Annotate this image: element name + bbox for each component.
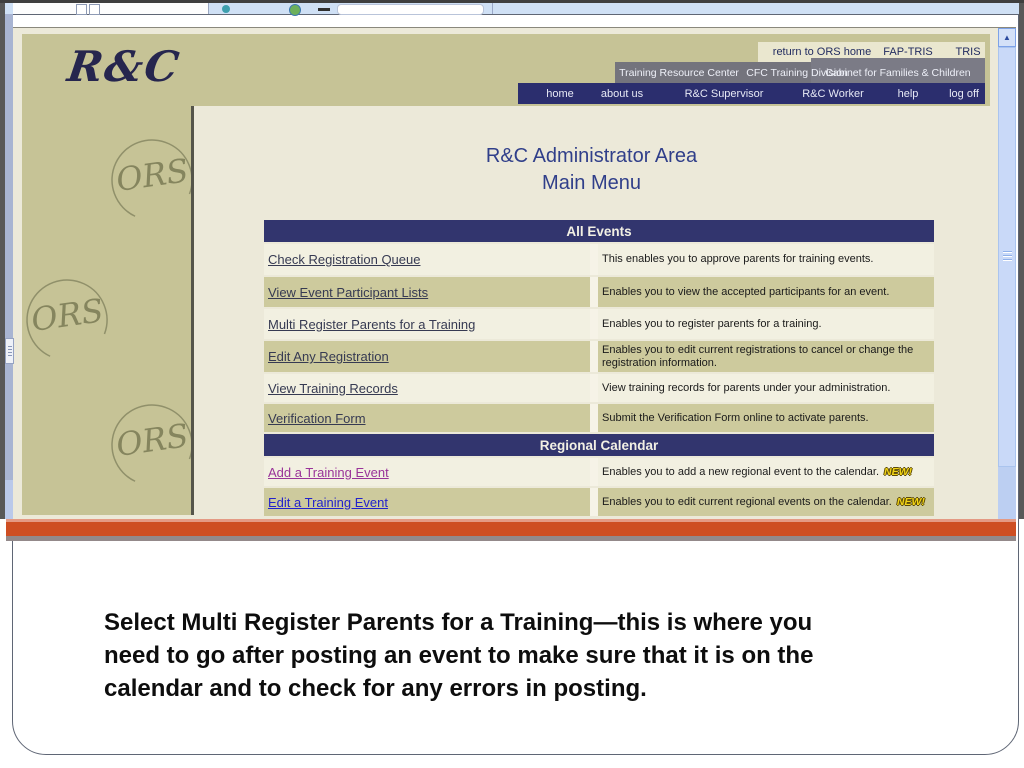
section-header: All Events <box>264 220 934 242</box>
top-link-return-to-ors-home[interactable]: return to ORS home <box>772 46 872 58</box>
nav-item-r-c-supervisor[interactable]: R&C Supervisor <box>684 87 764 100</box>
table-row <box>264 458 934 486</box>
menu-link-edit-a-training-event[interactable]: Edit a Training Event <box>268 494 388 510</box>
column-gap <box>590 244 598 275</box>
menu-link-cell <box>264 458 590 486</box>
menu-link-check-registration-queue[interactable]: Check Registration Queue <box>268 252 421 267</box>
nav-item-r-c-worker[interactable]: R&C Worker <box>802 87 864 100</box>
page-title <box>193 143 990 197</box>
menu-description-cell <box>598 244 934 275</box>
caption-line: Select Multi Register Parents for a Training—this is where you <box>104 609 813 636</box>
column-gap <box>590 341 598 372</box>
window-button-icon[interactable] <box>76 4 87 15</box>
tab-training-resource-center[interactable]: Training Resource Center <box>619 66 739 79</box>
ors-watermark <box>108 133 193 230</box>
menu-description-cell <box>598 404 934 432</box>
menu-link-cell <box>264 341 590 372</box>
table-row <box>264 244 934 275</box>
menu-description: Enables you to edit current regional events on the calendar. <box>602 495 892 508</box>
toolbar-dash-icon <box>318 8 330 11</box>
menu-table <box>264 220 934 518</box>
browser-toolbar-box <box>13 3 209 14</box>
window-frame-right <box>1019 3 1024 519</box>
window-button-icon[interactable] <box>89 4 100 15</box>
svg-text:ORS: ORS <box>113 151 191 199</box>
menu-description-cell <box>598 374 934 402</box>
top-link-tris[interactable]: TRIS <box>955 46 981 58</box>
slide-caption <box>104 606 894 705</box>
column-gap <box>590 309 598 339</box>
column-gap <box>590 374 598 402</box>
toolbar-separator <box>492 3 493 14</box>
new-badge: NEW! <box>896 495 925 508</box>
left-scrollbar-strip-lower[interactable] <box>5 480 13 519</box>
splitter-grip[interactable] <box>5 338 14 364</box>
menu-link-cell <box>264 309 590 339</box>
scrollbar-grip-icon <box>1003 251 1012 261</box>
sidebar-watermarks <box>22 106 193 515</box>
rc-logo: R&C <box>64 42 184 91</box>
ors-watermark <box>108 398 193 495</box>
menu-description-cell <box>598 488 934 516</box>
table-row <box>264 488 934 516</box>
toolbar-icon[interactable] <box>222 5 230 13</box>
nav-item-log-off[interactable]: log off <box>949 87 979 100</box>
scrollbar-thumb[interactable] <box>998 47 1016 467</box>
nav-item-about-us[interactable]: about us <box>600 87 644 100</box>
menu-link-view-training-records[interactable]: View Training Records <box>268 380 398 396</box>
webpage-screenshot <box>13 27 1016 520</box>
tab-bar <box>615 62 985 83</box>
table-row <box>264 341 934 372</box>
caption-line: calendar and to check for any errors in posting. <box>104 675 647 702</box>
menu-description: Enables you to view the accepted participants for an event. <box>602 285 890 298</box>
section-header: Regional Calendar <box>264 434 934 456</box>
menu-description: Enables you to add a new regional event to the calendar. <box>602 465 880 478</box>
menu-link-add-a-training-event[interactable]: Add a Training Event <box>268 464 389 480</box>
menu-description: Enables you to register parents for a training. <box>602 317 822 330</box>
column-gap <box>590 277 598 307</box>
page-scrollbar[interactable] <box>998 28 1016 520</box>
ors-watermark <box>23 273 115 370</box>
svg-text:ORS: ORS <box>28 291 106 339</box>
caption-line: need to go after posting an event to make sure that it is on the <box>104 642 814 669</box>
menu-description: View training records for parents under your administration. <box>602 381 891 394</box>
table-row <box>264 309 934 339</box>
divider-shadow <box>6 536 1016 541</box>
menu-description: Enables you to edit current registrations to cancel or change the registration information. <box>602 343 914 369</box>
menu-link-cell <box>264 244 590 275</box>
toolbar-icon[interactable] <box>289 4 301 16</box>
page-title-line2: Main Menu <box>542 172 641 194</box>
tab-cfc-training-division[interactable]: CFC Training Division <box>746 66 848 79</box>
nav-item-home[interactable]: home <box>546 87 574 100</box>
menu-description-cell <box>598 341 934 372</box>
top-link-fap-tris[interactable]: FAP-TRIS <box>883 46 933 58</box>
menu-link-cell <box>264 404 590 432</box>
menu-link-cell <box>264 488 590 516</box>
column-gap <box>590 404 598 432</box>
svg-text:ORS: ORS <box>113 416 191 464</box>
left-scrollbar-strip[interactable] <box>5 14 13 519</box>
up-arrow-icon: ▲ <box>1003 33 1011 42</box>
page-title-line1: R&C Administrator Area <box>485 145 698 167</box>
table-row <box>264 374 934 402</box>
menu-link-cell <box>264 374 590 402</box>
table-row <box>264 404 934 432</box>
menu-link-verification-form[interactable]: Verification Form <box>268 410 366 426</box>
column-gap <box>590 458 598 486</box>
menu-description-cell <box>598 309 934 339</box>
menu-link-view-event-participant-lists[interactable]: View Event Participant Lists <box>268 284 429 300</box>
menu-description-cell <box>598 277 934 307</box>
new-badge: NEW! <box>884 465 913 478</box>
menu-link-multi-register-parents-for-a-training[interactable]: Multi Register Parents for a Training <box>268 316 476 332</box>
menu-description: Submit the Verification Form online to activate parents. <box>602 411 869 424</box>
column-gap <box>590 488 598 516</box>
menu-link-cell <box>264 277 590 307</box>
menu-link-edit-any-registration[interactable]: Edit Any Registration <box>268 349 389 364</box>
menu-description-cell <box>598 458 934 486</box>
main-nav-bar <box>518 83 985 104</box>
address-box-fragment[interactable] <box>337 4 484 15</box>
nav-item-help[interactable]: help <box>897 87 919 100</box>
menu-description: This enables you to approve parents for training events. <box>602 253 874 265</box>
divider-orange-bar <box>6 522 1016 536</box>
scrollbar-up-button[interactable] <box>998 28 1016 47</box>
tab-cabinet-for-families-children[interactable]: Cabinet for Families & Children <box>825 66 971 79</box>
table-row <box>264 277 934 307</box>
